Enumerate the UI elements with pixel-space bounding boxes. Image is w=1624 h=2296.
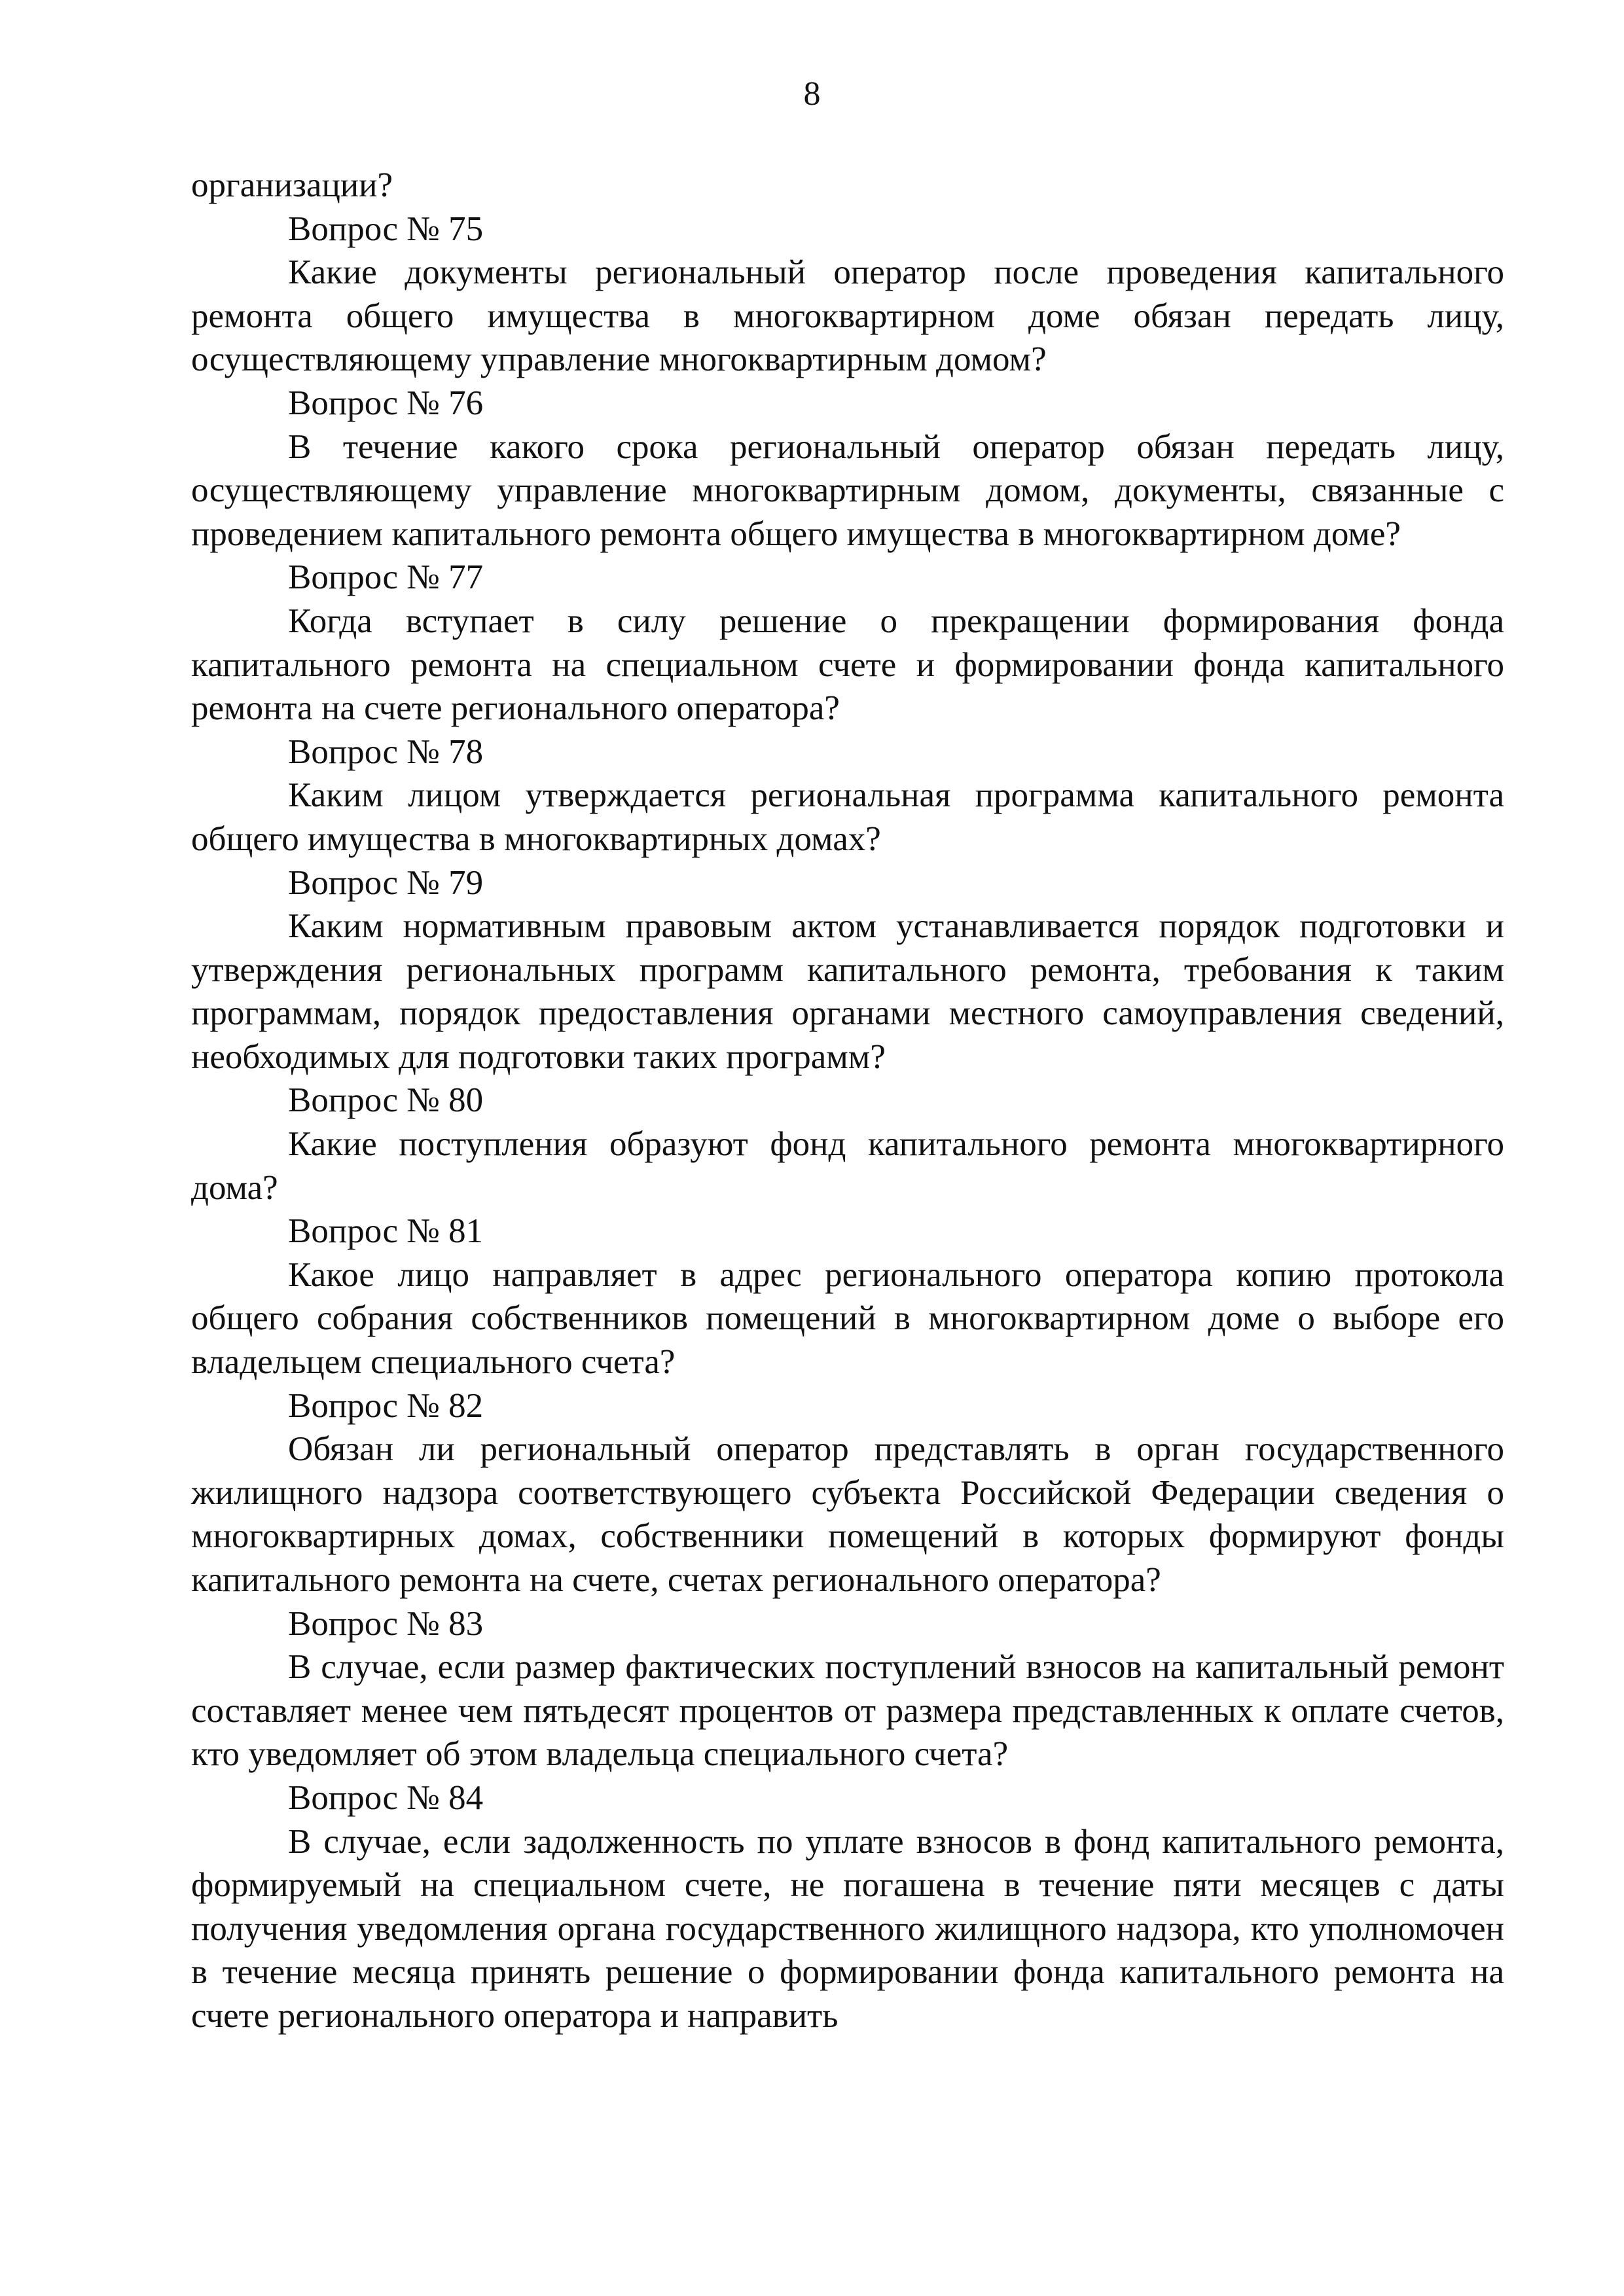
question-heading-82: Вопрос № 82 [288,1386,484,1425]
question-text-78: Каким лицом утверждается региональная программа капитального ремонта общего имущества в многоквартирных домах? [191,776,1504,858]
document-body [191,164,1504,2038]
question-text-75: Какие документы региональный оператор после проведения капитального ремонта общего имущества в многоквартирном доме обязан передать лицу, осуществляющему управление многоквартирным домом? [191,253,1504,379]
page-number: 8 [803,75,821,113]
question-heading-79: Вопрос № 79 [288,863,484,902]
question-heading-76: Вопрос № 76 [288,384,484,422]
question-heading-83: Вопрос № 83 [288,1604,484,1643]
question-heading-81: Вопрос № 81 [288,1212,484,1251]
question-heading-80: Вопрос № 80 [288,1081,484,1120]
question-text-79: Каким нормативным правовым актом устанавливается порядок подготовки и утверждения региональных программ капитального ремонта, требования к таким программам, порядок предоставления органами местного самоуправления сведений, необходимых для подготовки таких программ? [191,907,1504,1076]
question-text-81: Какое лицо направляет в адрес регионального оператора копию протокола общего собрания собственников помещений в многоквартирном доме о выборе его владельцем специального счета? [191,1255,1504,1382]
continuation-text: организации? [191,166,393,204]
question-text-80: Какие поступления образуют фонд капитального ремонта многоквартирного дома? [191,1125,1504,1207]
question-heading-84: Вопрос № 84 [288,1778,484,1817]
question-heading-75: Вопрос № 75 [288,209,484,248]
question-text-83: В случае, если размер фактических поступлений взносов на капитальный ремонт составляет менее чем пятьдесят процентов от размера представленных к оплате счетов, кто уведомляет об этом владельца специального счета? [191,1648,1504,1774]
question-text-76: В течение какого срока региональный оператор обязан передать лицу, осуществляющему управление многоквартирным домом, документы, связанные с проведением капитального ремонта общего имущества в многоквартирном доме? [191,427,1504,553]
question-text-77: Когда вступает в силу решение о прекращении формирования фонда капитального ремонта на специальном счете и формировании фонда капитального ремонта на счете регионального оператора? [191,601,1504,728]
question-text-84: В случае, если задолженность по уплате взносов в фонд капитального ремонта, формируемый на специальном счете, не погашена в течение пяти месяцев с даты получения уведомления органа государственного жилищного надзора, кто уполномочен в течение месяца принять решение о формировании фонда капитального ремонта на счете регионального оператора и направить [191,1822,1504,2035]
question-text-82: Обязан ли региональный оператор представлять в орган государственного жилищного надзора соответствующего субъекта Российской Федерации сведения о многоквартирных домах, собственники помещений в которых формируют фонды капитального ремонта на счете, счетах регионального оператора? [191,1430,1504,1599]
question-heading-78: Вопрос № 78 [288,732,484,771]
question-heading-77: Вопрос № 77 [288,558,484,597]
